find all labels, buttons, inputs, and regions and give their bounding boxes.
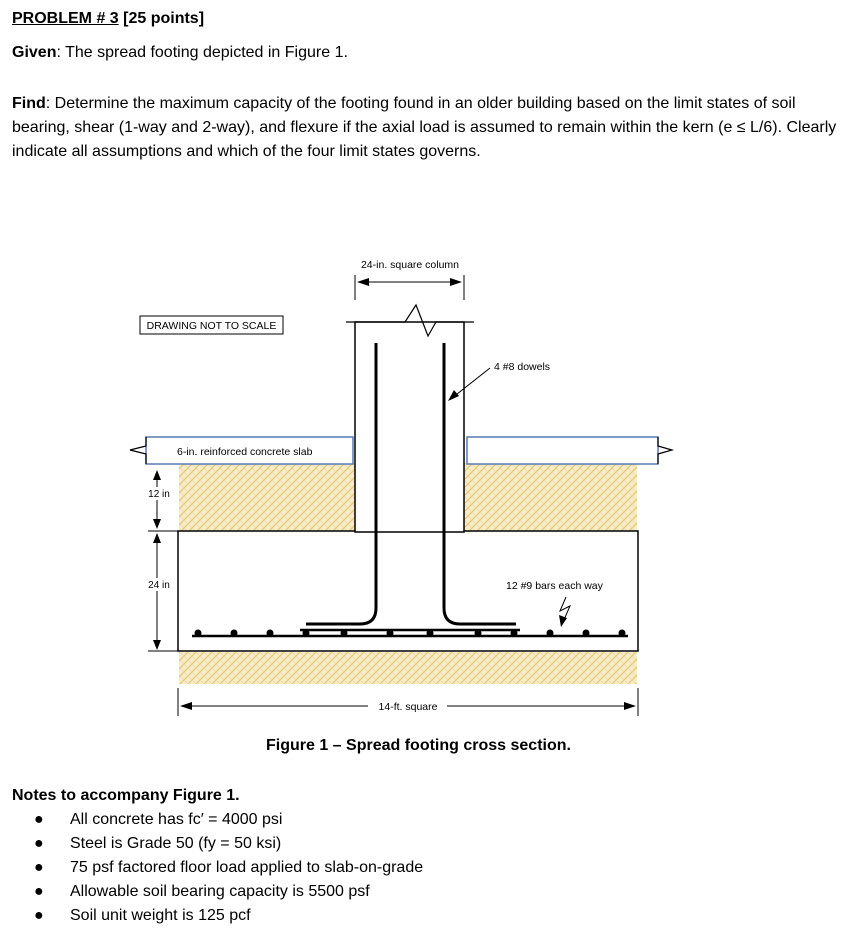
rebar-6 (387, 630, 394, 637)
notes-list (20, 808, 423, 928)
width-arrow-right (624, 702, 636, 710)
width-label: 14-ft. square (378, 701, 438, 713)
column-dim-arrow-left (357, 278, 369, 286)
note-item (20, 832, 423, 856)
figure-caption: Figure 1 – Spread footing cross section. (266, 737, 571, 754)
width-arrow-left (180, 702, 192, 710)
rebar-9 (511, 630, 518, 637)
rebar-5 (341, 630, 348, 637)
bullet-icon: ● (34, 883, 44, 900)
bullet-icon: ● (34, 859, 44, 876)
rebar-8 (475, 630, 482, 637)
depth-arrow-up-top (153, 470, 161, 480)
note-item (20, 856, 423, 880)
given-text: : The spread footing depicted in Figure 1. (56, 44, 348, 61)
notes-title: Notes to accompany Figure 1. (12, 787, 240, 804)
find-text: : Determine the maximum capacity of the footing found in an older building based on the limit states of soil bearing, shear (1-way and 2-way), and flexure if the axial load is assumed to remain within the kern (e ≤ L/6). Clearly indicate all assumptions and which of the four limit states governs. (12, 95, 837, 160)
note-item (20, 808, 423, 832)
rebar-11 (583, 630, 590, 637)
bullet-icon: ● (34, 835, 44, 852)
note-item (20, 880, 423, 904)
rebar-10 (547, 630, 554, 637)
rebar-2 (231, 630, 238, 637)
given-label: Given (12, 44, 57, 61)
problem-points: [25 points] (123, 10, 205, 27)
depth-arrow-down-bottom (153, 640, 161, 650)
find-label: Find (12, 95, 46, 112)
bars-label: 12 #9 bars each way (506, 580, 603, 592)
note-item (20, 904, 423, 928)
rebar-3 (267, 630, 274, 637)
column-dim-arrow-right (450, 278, 462, 286)
rebar-12 (619, 630, 626, 637)
bullet-icon: ● (34, 907, 44, 924)
note-text: All concrete has fc′ = 4000 psi (70, 811, 283, 828)
slab-label: 6-in. reinforced concrete slab (177, 446, 313, 458)
rebar-7 (427, 630, 434, 637)
depth-arrow-down-top (153, 519, 161, 529)
note-text: Soil unit weight is 125 pcf (70, 907, 251, 924)
rebar-1 (195, 630, 202, 637)
dowels-label: 4 #8 dowels (494, 361, 551, 373)
slab-break-left (130, 437, 146, 464)
slab-break-right (658, 437, 672, 464)
problem-number: PROBLEM # 3 (12, 10, 119, 27)
column-body (355, 322, 464, 532)
column-label: 24-in. square column (360, 259, 460, 271)
soil-lower (179, 652, 637, 684)
depth-top-label: 12 in (148, 489, 170, 500)
note-text: Allowable soil bearing capacity is 5500 psf (70, 883, 370, 900)
rebar-4 (303, 630, 310, 637)
depth-arrow-up-bottom (153, 533, 161, 543)
slab-right (467, 437, 658, 464)
depth-bottom-label: 24 in (148, 580, 170, 591)
note-text: Steel is Grade 50 (fy = 50 ksi) (70, 835, 282, 852)
bullet-icon: ● (34, 811, 44, 828)
note-text: 75 psf factored floor load applied to slab-on-grade (70, 859, 424, 876)
not-to-scale-label: DRAWING NOT TO SCALE (146, 320, 277, 332)
